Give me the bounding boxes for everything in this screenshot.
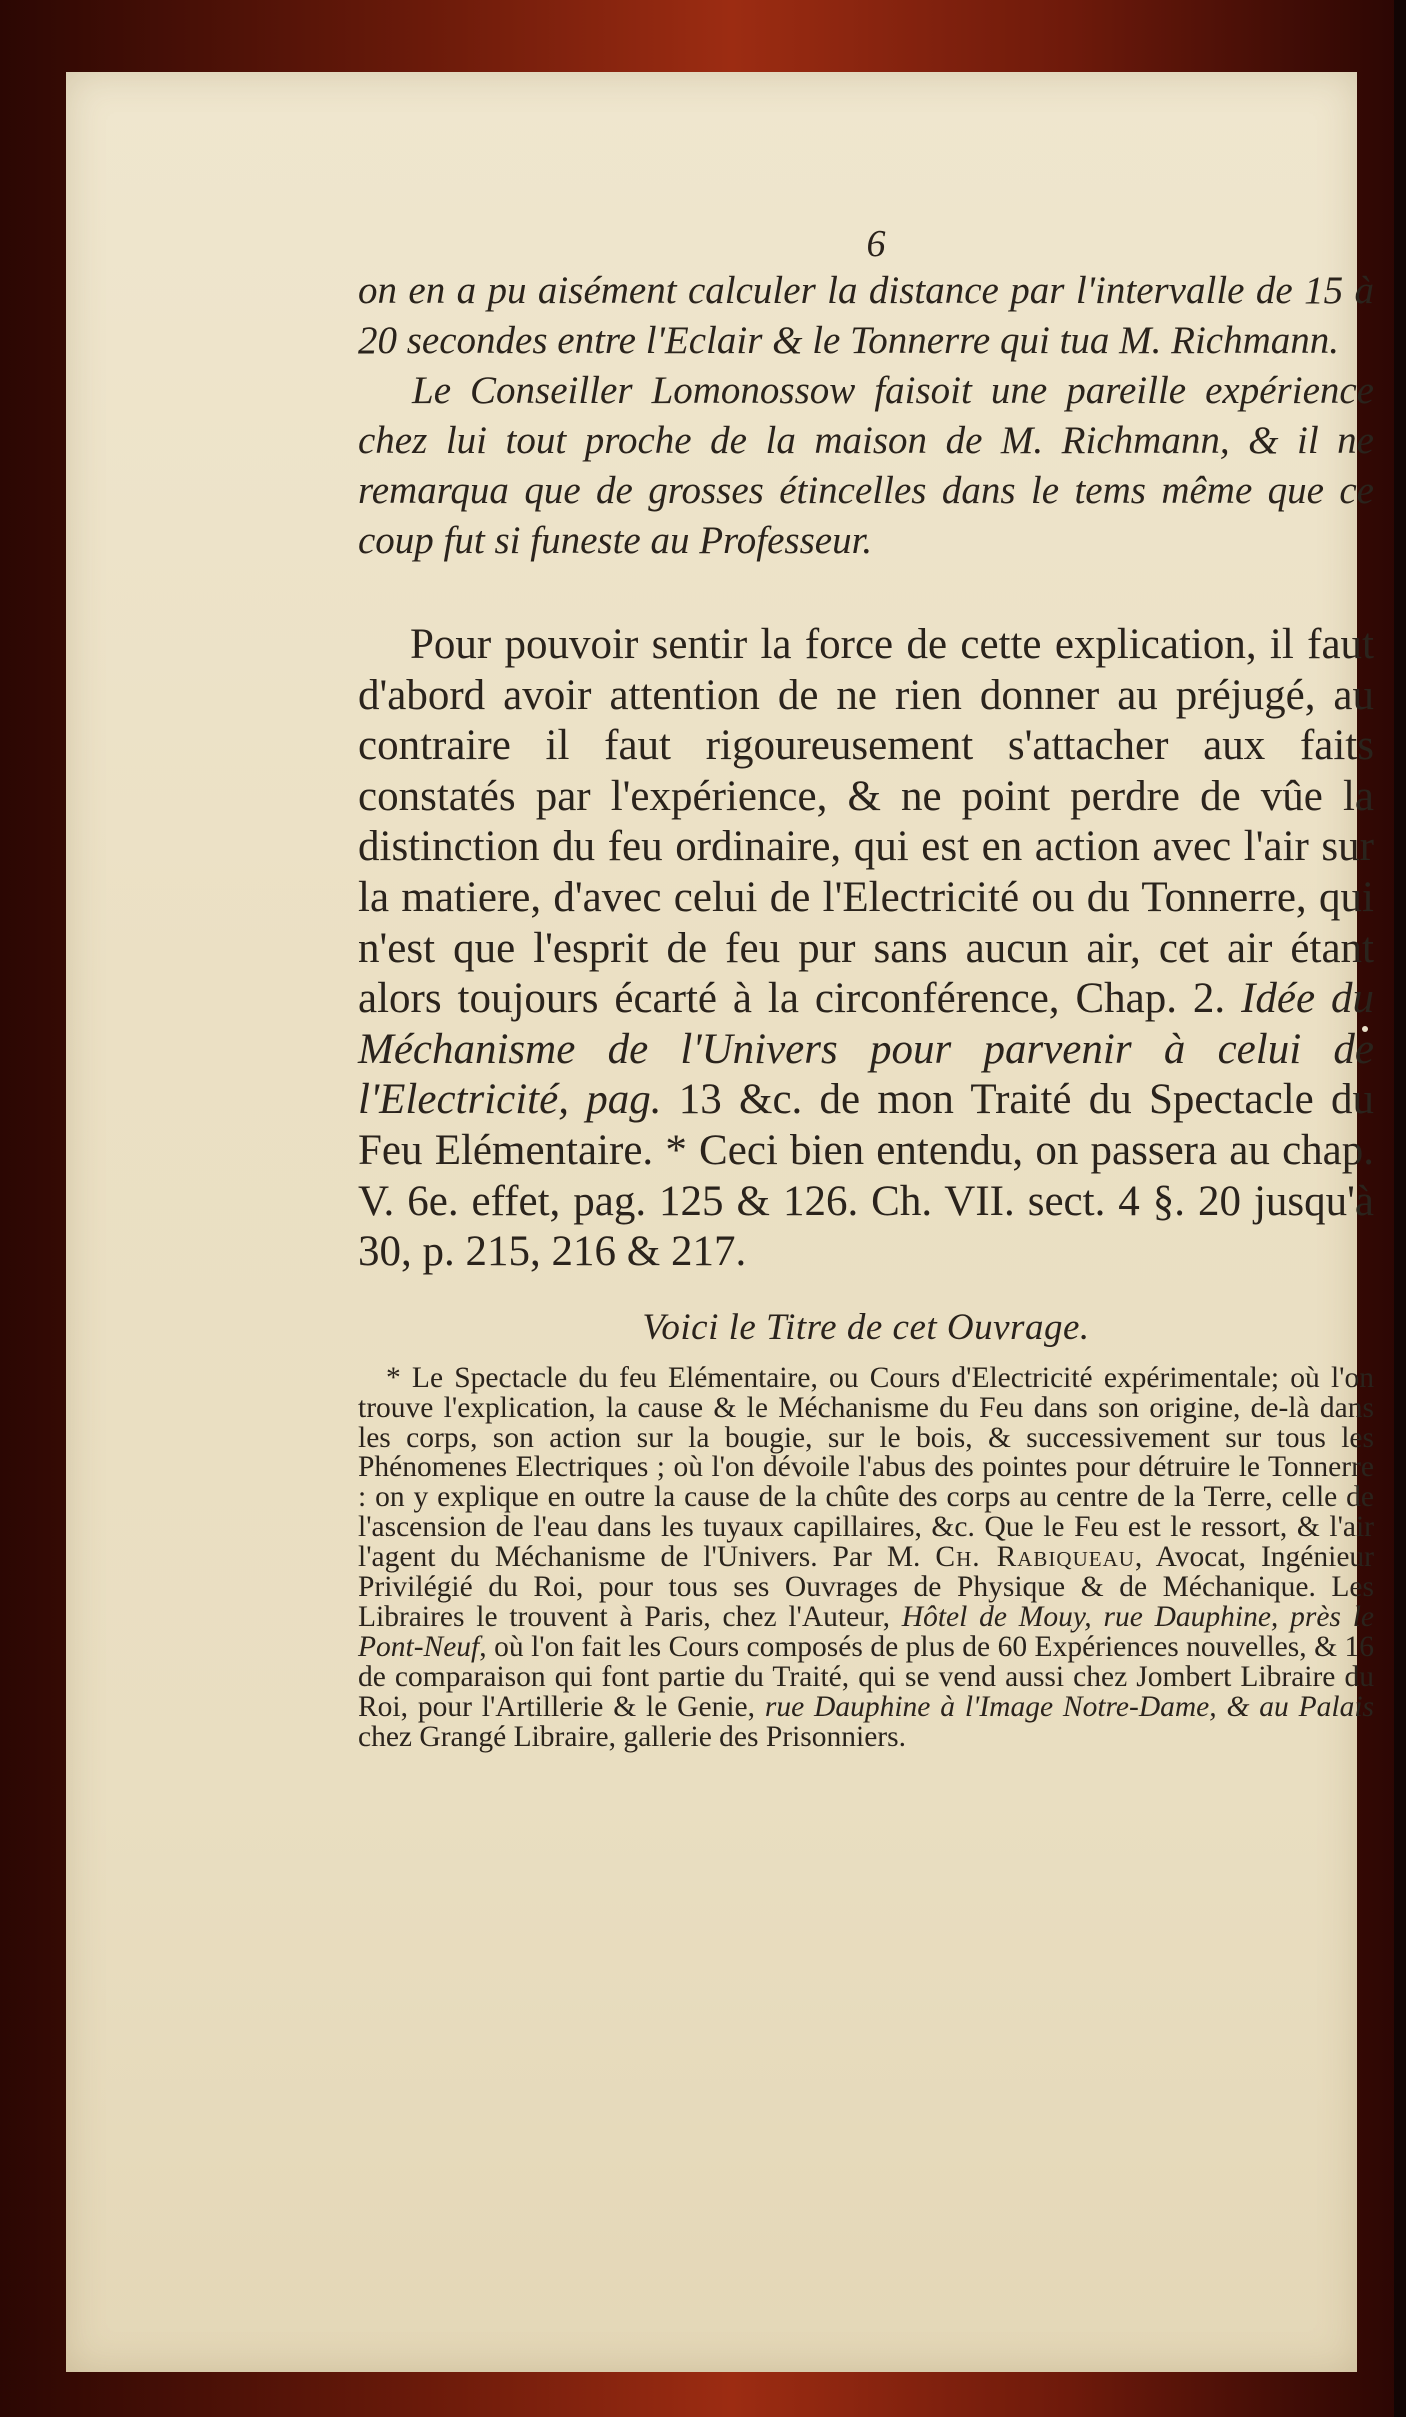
footnote-part1: * Le Spectacle du feu Elémentaire, ou Cours d'Electricité expérimentale; où l'on trouve l'explication, la cause & le Méchanisme du Feu dans son origine, de-là dans les corps, son action sur la bougie, sur le bois, & successivement sur tous les Phénomenes Electriques ; où l'on dévoile l'abus des pointes pour détruire le Tonnerre : on y explique en outre la cause de la chûte des corps au centre de la Terre, celle de l'ascension de l'eau dans les tuyaux capillaires, &c. Que le Feu est le ressort, & l'air l'agent du Méchanisme de l'Univers. Par M. <box>358 1361 1374 1574</box>
footnote-author: Ch. Rabiqueau <box>935 1541 1135 1574</box>
main-paragraph-part1: Pour pouvoir sentir la force de cette explication, il faut d'abord avoir attention de ne rien donner au préjugé, au contraire il faut rigoureusement s'attacher aux faits constatés par l'expérience, & ne point perdre de vûe la distinction du feu ordinaire, qui est en action avec l'air sur la matiere, d'avec celui de l'Electricité ou du Tonnerre, qui n'est que l'esprit de feu pur sans aucun air, cet air étant alors toujours écarté à la circonférence, Chap. 2. <box>358 621 1374 1023</box>
footnote-address: Hôtel de Mouy, rue Dauphine, près le Pont-Neuf <box>358 1600 1374 1663</box>
footnote-part4: chez Grangé Libraire, gallerie des Prisonniers. <box>358 1720 906 1753</box>
footnote-second-address: rue Dauphine à l'Image Notre-Dame, & au Palais <box>764 1690 1375 1723</box>
page-number: 6 <box>866 223 886 265</box>
second-paragraph: Le Conseiller Lomonossow faisoit une pareille expérience chez lui tout proche de la maison de M. Richmann, & il ne remarqua que de grosses étincelles dans le tems même que ce coup fut si funeste au Professeur. <box>358 369 1374 562</box>
main-paragraph <box>358 620 1374 1278</box>
top-paragraph: on en a pu aisément calculer la distance par l'intervalle de 15 à 20 secondes entre l'Eclair & le Tonnerre qui tua M. Richmann. <box>358 269 1374 362</box>
footnote-part3: , où l'on fait les Cours composés de plus de 60 Expériences nouvelles, & 16 de comparaison qui font partie du Traité, qui se vend aussi chez Jombert Libraire du Roi, pour l'Artillerie & le Genie, <box>358 1630 1374 1723</box>
work-title-heading: Voici le Titre de cet Ouvrage. <box>642 1306 1090 1348</box>
footnote-part2: , Avocat, Ingénieur Privilégié du Roi, pour tous ses Ouvrages de Physique & de Méchanique. Les Libraires le trouvent à Paris, chez l'Auteur, <box>358 1541 1374 1633</box>
main-paragraph-part2: 13 &c. de mon Traité du Spectacle du Feu Elémentaire. * Ceci bien entendu, on passera au chap. V. 6e. effet, pag. 125 & 126. Ch. VII. sect. 4 §. 20 jusqu'à 30, p. 215, 216 & 217. <box>358 1076 1374 1276</box>
book-page <box>66 72 1375 2372</box>
book-spine <box>1394 0 1406 2417</box>
main-paragraph-italic-reference: Idée du Méchanisme de l'Univers pour parvenir à celui de l'Electricité, pag. <box>358 975 1374 1124</box>
page-text <box>358 224 1374 1753</box>
footnote <box>358 1361 1375 1753</box>
